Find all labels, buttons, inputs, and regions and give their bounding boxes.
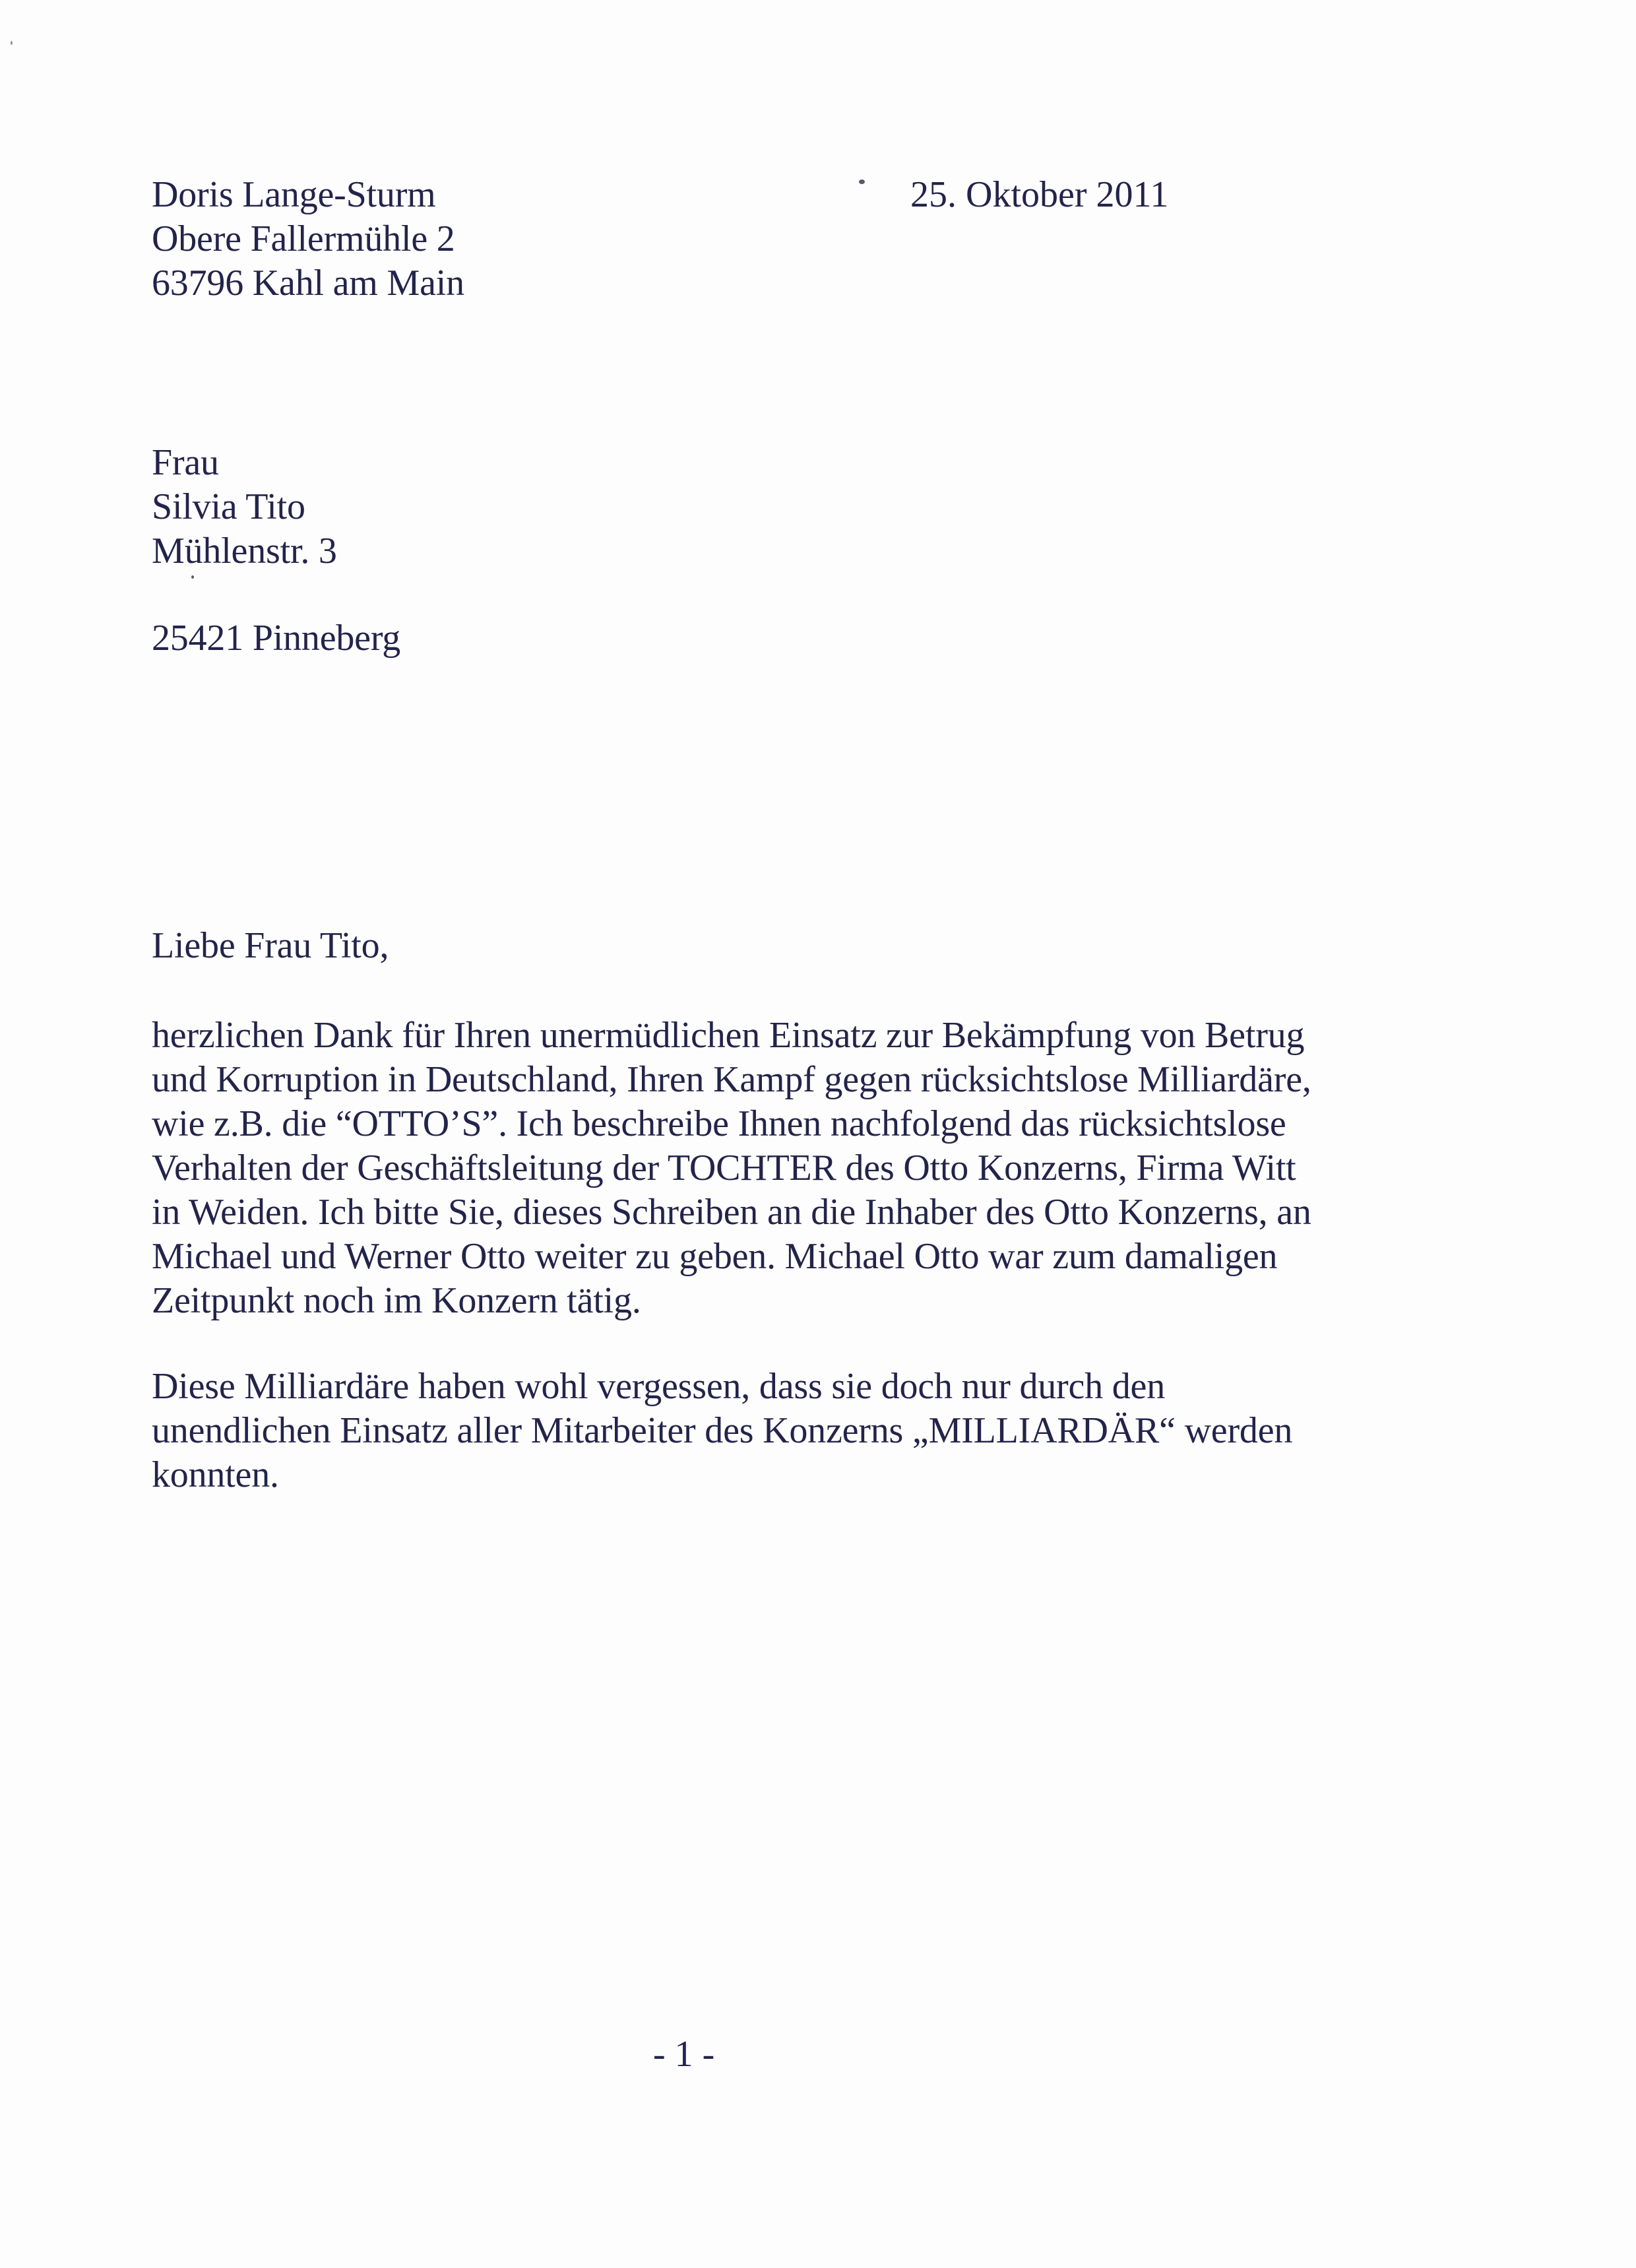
recipient-name: Silvia Tito <box>152 486 305 527</box>
recipient-block <box>152 441 337 573</box>
paragraph-line: konnten. <box>152 1454 279 1495</box>
paragraph-line: herzlichen Dank für Ihren unermüdlichen Einsatz zur Bekämpfung von Betrug <box>152 1015 1305 1056</box>
page-number: - 1 - <box>653 2034 715 2075</box>
greeting: Liebe Frau Tito, <box>152 925 389 966</box>
paragraph-line: unendlichen Einsatz aller Mitarbeiter des Konzerns „MILLIARDÄR“ werden <box>152 1410 1293 1451</box>
sender-street: Obere Fallermühle 2 <box>152 218 455 259</box>
paragraph-1 <box>152 1014 1311 1323</box>
sender-block <box>152 173 464 306</box>
scan-speck <box>859 179 865 184</box>
letter-date: 25. Oktober 2011 <box>910 174 1169 215</box>
sender-name: Doris Lange-Sturm <box>152 174 436 215</box>
paragraph-2 <box>152 1365 1292 1497</box>
paragraph-line: Verhalten der Geschäftsleitung der TOCHTER des Otto Konzerns, Firma Witt <box>152 1148 1296 1188</box>
sender-city: 63796 Kahl am Main <box>152 263 464 304</box>
scan-speck <box>11 41 13 45</box>
paragraph-line: und Korruption in Deutschland, Ihren Kampf gegen rücksichtslose Milliardäre, <box>152 1059 1311 1100</box>
recipient-street: Mühlenstr. 3 <box>152 531 337 571</box>
paragraph-line: in Weiden. Ich bitte Sie, dieses Schreiben an die Inhaber des Otto Konzerns, an <box>152 1192 1311 1233</box>
paragraph-line: Zeitpunkt noch im Konzern tätig. <box>152 1280 641 1321</box>
paragraph-line: Michael und Werner Otto weiter zu geben. Michael Otto war zum damaligen <box>152 1236 1278 1277</box>
recipient-salutation: Frau <box>152 442 219 483</box>
paragraph-line: wie z.B. die “OTTO’S”. Ich beschreibe Ihnen nachfolgend das rücksichtslose <box>152 1103 1286 1144</box>
scan-speck <box>191 575 194 579</box>
paragraph-line: Diese Milliardäre haben wohl vergessen, dass sie doch nur durch den <box>152 1366 1166 1407</box>
recipient-city: 25421 Pinneberg <box>152 618 401 659</box>
